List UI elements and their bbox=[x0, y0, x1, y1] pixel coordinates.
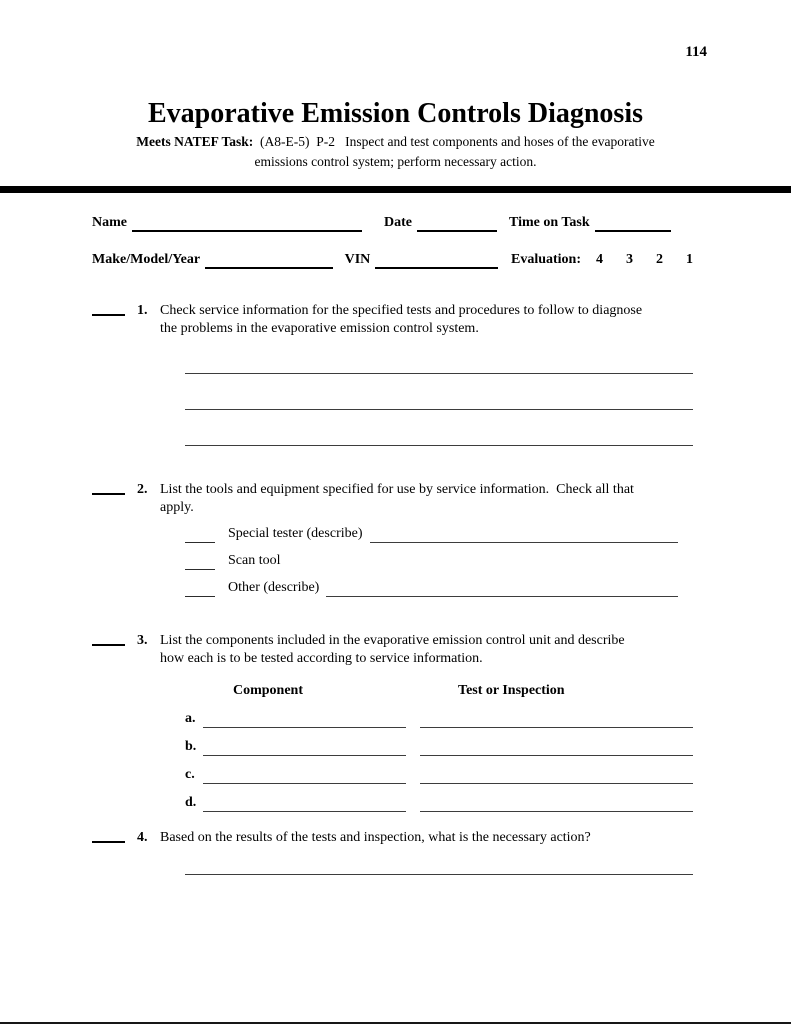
question-1-text-line-2: the problems in the evaporative emission control system. bbox=[160, 321, 479, 336]
row-label-a: a. bbox=[185, 711, 196, 726]
question-2-number: 2. bbox=[137, 482, 148, 497]
vin-label: VIN bbox=[344, 252, 371, 267]
check-item-other bbox=[185, 579, 693, 597]
scan-tool-check-blank bbox=[185, 556, 215, 570]
natef-task-label: Meets NATEF Task: bbox=[136, 134, 254, 149]
row-label-c: c. bbox=[185, 767, 195, 782]
question-2-text-line-1: List the tools and equipment specified for use by service information. Check all that bbox=[160, 482, 634, 497]
header-divider-rule bbox=[0, 186, 791, 193]
question-2-score-blank bbox=[92, 481, 125, 495]
natef-task-line-1 bbox=[0, 134, 791, 150]
component-row-c bbox=[160, 766, 693, 784]
page-number: 114 bbox=[685, 44, 707, 60]
component-table-headers bbox=[160, 682, 693, 700]
question-2-text-line-2: apply. bbox=[160, 500, 194, 515]
question-1-answer-line-1 bbox=[185, 338, 693, 374]
question-3-number: 3. bbox=[137, 633, 148, 648]
question-3-text-line-1: List the components included in the evaporative emission control unit and describe bbox=[160, 633, 625, 648]
question-3-body bbox=[160, 632, 693, 812]
make-model-year-label: Make/Model/Year bbox=[92, 252, 201, 267]
date-field-blank bbox=[417, 217, 497, 232]
question-4 bbox=[92, 829, 693, 875]
special-tester-label: Special tester (describe) bbox=[228, 526, 363, 541]
name-label: Name bbox=[92, 215, 127, 230]
component-row-d bbox=[160, 794, 693, 812]
info-row-1 bbox=[92, 214, 693, 232]
test-blank-a bbox=[420, 714, 693, 728]
component-row-a bbox=[160, 710, 693, 728]
time-on-task-label: Time on Task bbox=[509, 215, 590, 230]
component-blank-c bbox=[203, 770, 406, 784]
question-4-score-blank bbox=[92, 829, 125, 843]
evaluation-score-2: 2 bbox=[656, 252, 663, 267]
date-label: Date bbox=[384, 215, 412, 230]
question-1-answer-line-3 bbox=[185, 410, 693, 446]
question-1-number: 1. bbox=[137, 303, 148, 318]
document-title: Evaporative Emission Controls Diagnosis bbox=[148, 98, 643, 129]
question-4-text-line-1: Based on the results of the tests and inspection, what is the necessary action? bbox=[160, 830, 591, 845]
scan-tool-label: Scan tool bbox=[228, 553, 281, 568]
test-blank-d bbox=[420, 798, 693, 812]
question-1-score-blank bbox=[92, 302, 125, 316]
evaluation-label: Evaluation: bbox=[510, 252, 581, 267]
question-3-text-line-2: how each is to be tested according to service information. bbox=[160, 651, 483, 666]
special-tester-check-blank bbox=[185, 529, 215, 543]
test-blank-b bbox=[420, 742, 693, 756]
time-on-task-field-blank bbox=[595, 217, 671, 232]
question-4-answer-line-1 bbox=[185, 847, 693, 875]
evaluation-score-4: 4 bbox=[596, 252, 603, 267]
make-model-year-field-blank bbox=[205, 254, 333, 269]
vin-field-blank bbox=[375, 254, 498, 269]
other-describe-line bbox=[326, 583, 678, 597]
test-blank-c bbox=[420, 770, 693, 784]
component-blank-d bbox=[203, 798, 406, 812]
question-4-number: 4. bbox=[137, 830, 148, 845]
question-2 bbox=[92, 481, 693, 597]
test-or-inspection-column-header: Test or Inspection bbox=[458, 683, 565, 698]
question-3-score-blank bbox=[92, 632, 125, 646]
row-label-b: b. bbox=[185, 739, 197, 754]
special-tester-describe-line bbox=[370, 529, 679, 543]
question-1 bbox=[92, 302, 693, 446]
question-3 bbox=[92, 632, 693, 812]
row-label-d: d. bbox=[185, 795, 197, 810]
question-4-body bbox=[160, 829, 693, 875]
component-blank-a bbox=[203, 714, 406, 728]
evaluation-score-3: 3 bbox=[626, 252, 633, 267]
natef-task-text: (A8-E-5) P-2 Inspect and test components and hoses of the evaporative bbox=[253, 134, 655, 149]
check-item-scan-tool bbox=[185, 552, 693, 570]
other-check-blank bbox=[185, 583, 215, 597]
component-row-b bbox=[160, 738, 693, 756]
name-field-blank bbox=[132, 217, 362, 232]
info-row-2 bbox=[92, 251, 693, 269]
question-1-body bbox=[160, 302, 693, 446]
component-column-header: Component bbox=[233, 683, 304, 698]
evaluation-score-1: 1 bbox=[686, 252, 693, 267]
other-label: Other (describe) bbox=[228, 580, 320, 595]
question-1-answer-line-2 bbox=[185, 374, 693, 410]
question-2-body bbox=[160, 481, 693, 597]
form-content bbox=[92, 214, 693, 875]
natef-task-line-2: emissions control system; perform necessary action. bbox=[254, 153, 537, 169]
check-item-special-tester bbox=[185, 525, 693, 543]
question-1-text-line-1: Check service information for the specified tests and procedures to follow to diagnose bbox=[160, 303, 643, 318]
component-blank-b bbox=[203, 742, 406, 756]
